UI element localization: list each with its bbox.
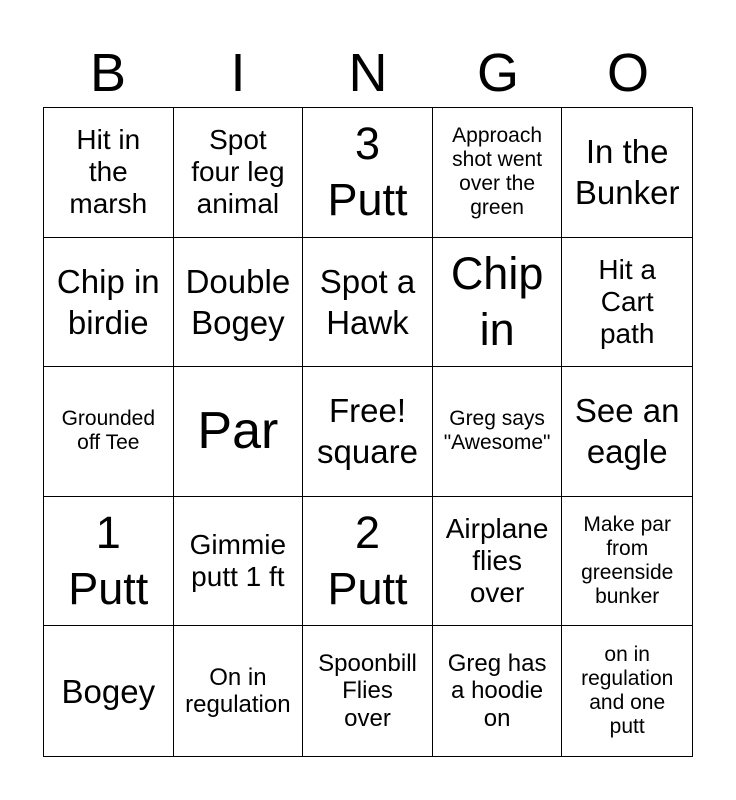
bingo-cell[interactable] (303, 108, 433, 238)
bingo-cell[interactable] (433, 626, 563, 756)
bingo-cell[interactable] (174, 108, 304, 238)
cell-text: 2 Putt (327, 506, 408, 615)
bingo-cell[interactable] (44, 367, 174, 497)
bingo-cell[interactable] (44, 108, 174, 238)
header-letter-o: O (606, 43, 649, 103)
cell-text: Make par from greenside bunker (581, 512, 674, 609)
bingo-cell[interactable] (562, 497, 692, 627)
bingo-cell[interactable] (303, 626, 433, 756)
cell-text: Gimmie putt 1 ft (189, 528, 287, 593)
cell-text: Double Bogey (185, 262, 291, 341)
header-letter-i: I (230, 43, 246, 103)
bingo-header (43, 40, 693, 106)
cell-text: Chip in (450, 247, 544, 355)
cell-text: In the Bunker (574, 133, 680, 212)
bingo-cell[interactable] (433, 367, 563, 497)
bingo-cell[interactable] (562, 238, 692, 368)
cell-text: Free! square (317, 392, 418, 471)
cell-text: Greg has a hoodie on (447, 649, 547, 732)
cell-text: Hit in the marsh (69, 124, 148, 220)
bingo-cell[interactable] (562, 626, 692, 756)
bingo-cell[interactable] (44, 238, 174, 368)
bingo-cell[interactable] (303, 238, 433, 368)
bingo-cell[interactable] (174, 497, 304, 627)
header-letter-b: B (89, 43, 127, 103)
header-letter-g: G (476, 43, 519, 103)
cell-text: Grounded off Tee (61, 407, 155, 455)
cell-text: Spoonbill Flies over (318, 649, 417, 732)
bingo-cell[interactable] (174, 626, 304, 756)
bingo-cell[interactable] (433, 497, 563, 627)
cell-text: See an eagle (574, 392, 680, 471)
bingo-cell[interactable] (44, 497, 174, 627)
cell-text: Spot a Hawk (319, 262, 416, 341)
cell-text: Chip in birdie (56, 262, 160, 341)
bingo-cell[interactable] (174, 238, 304, 368)
free-square[interactable] (303, 367, 433, 497)
cell-text: 1 Putt (68, 506, 149, 615)
bingo-cell[interactable] (433, 238, 563, 368)
cell-text: On in regulation (185, 663, 291, 719)
cell-text: on in regulation and one putt (581, 642, 674, 739)
bingo-cell[interactable] (303, 497, 433, 627)
cell-text: 3 Putt (327, 118, 408, 226)
cell-text: Bogey (61, 672, 156, 710)
bingo-cell[interactable] (433, 108, 563, 238)
bingo-cell[interactable] (562, 108, 692, 238)
cell-text: Spot four leg animal (191, 124, 285, 220)
cell-text: Airplane flies over (445, 512, 549, 609)
header-letter-n: N (348, 43, 388, 103)
cell-text: Par (197, 401, 279, 460)
bingo-cell[interactable] (174, 367, 304, 497)
cell-text: Hit a Cart path (598, 253, 656, 349)
bingo-cell[interactable] (44, 626, 174, 756)
bingo-cell[interactable] (562, 367, 692, 497)
cell-text: Greg says "Awesome" (443, 407, 551, 455)
cell-text: Approach shot went over the green (452, 124, 543, 220)
bingo-board (43, 107, 693, 757)
